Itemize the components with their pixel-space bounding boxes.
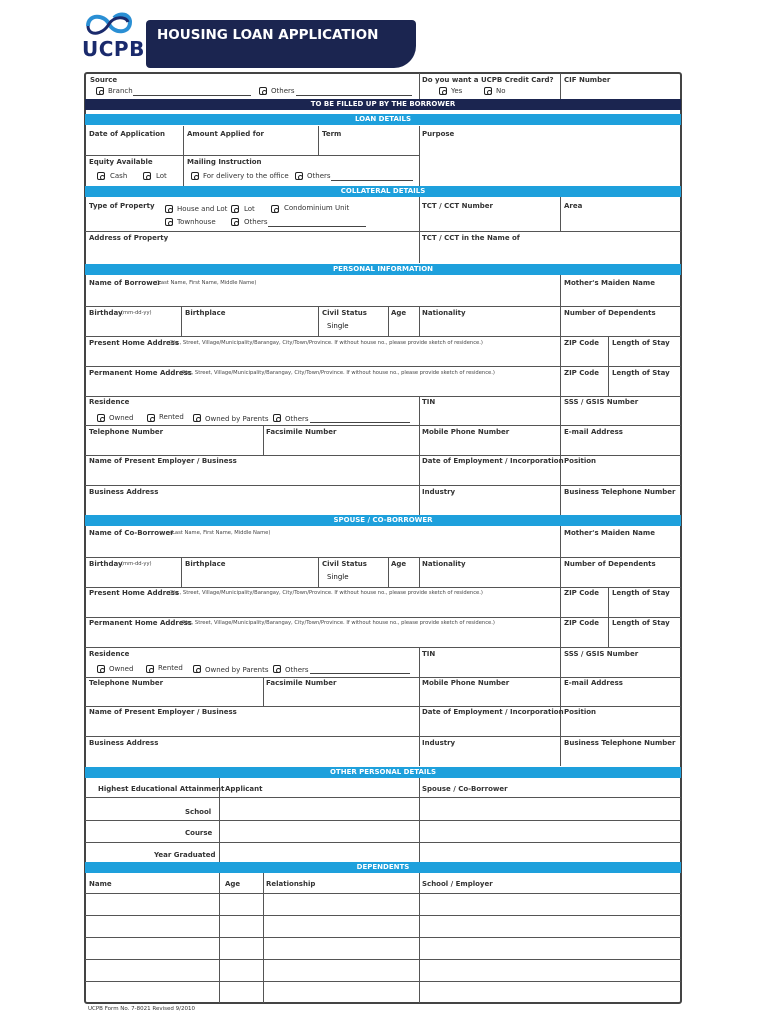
sp-civil-value[interactable]: Single (327, 573, 349, 581)
cif-label: CIF Number (564, 76, 611, 84)
term-label: Term (322, 130, 342, 138)
sp-birthday-label: Birthday (89, 560, 123, 568)
branch-input[interactable] (133, 95, 251, 96)
credit-yes-label: Yes (451, 87, 463, 95)
mailing-others-checkbox[interactable] (295, 172, 303, 180)
sp-civil-label: Civil Status (322, 560, 367, 568)
birthplace-label: Birthplace (185, 309, 226, 317)
sp-employment-date-label: Date of Employment / Incorporation (422, 708, 564, 716)
sp-others-checkbox[interactable] (273, 665, 281, 673)
present-stay-label: Length of Stay (612, 339, 670, 347)
tct-label: TCT / CCT Number (422, 202, 493, 210)
sp-permanent-zip-label: ZIP Code (564, 619, 599, 627)
credit-no-label: No (496, 87, 506, 95)
sp-permanent-label: Permanent Home Address (89, 619, 192, 627)
sp-rented-checkbox[interactable] (146, 665, 154, 673)
property-address-label: Address of Property (89, 234, 169, 242)
sp-present-stay-label: Length of Stay (612, 589, 670, 597)
sp-business-tel-label: Business Telephone Number (564, 739, 676, 747)
industry-label: Industry (422, 488, 456, 496)
sp-nationality-label: Nationality (422, 560, 466, 568)
property-type-label: Type of Property (89, 202, 155, 210)
delivery-label: For delivery to the office (203, 172, 289, 180)
date-application-label: Date of Application (89, 130, 166, 138)
branch-label: Branch (108, 87, 133, 95)
source-others-label: Others (271, 87, 295, 95)
sp-owned-label: Owned (109, 665, 134, 673)
nationality-label: Nationality (422, 309, 466, 317)
cash-checkbox[interactable] (97, 172, 105, 180)
civil-status-value[interactable]: Single (327, 322, 349, 330)
purpose-label: Purpose (422, 130, 455, 138)
collateral-title: COLLATERAL DETAILS (340, 187, 426, 195)
business-tel-label: Business Telephone Number (564, 488, 676, 496)
sp-present-label: Present Home Address (89, 589, 180, 597)
sp-birthplace-label: Birthplace (185, 560, 226, 568)
fax-label: Facsimile Number (266, 428, 337, 436)
cash-label: Cash (110, 172, 128, 180)
mailing-others-input[interactable] (331, 180, 413, 181)
sp-others-label: Others (285, 666, 309, 674)
property-lot-checkbox[interactable] (231, 205, 239, 213)
sp-permanent-hint: (No., Street, Village/Municipality/Barangay, City/Town/Province. If without house no., please provide sketch of residence.) (181, 620, 495, 626)
dependents-title: DEPENDENTS (356, 863, 410, 871)
res-owned-checkbox[interactable] (97, 414, 105, 422)
res-parents-checkbox[interactable] (193, 414, 201, 422)
sp-employer-label: Name of Present Employer / Business (89, 708, 237, 716)
sp-business-address-label: Business Address (89, 739, 159, 747)
sp-dependents-label: Number of Dependents (564, 560, 656, 568)
dep-name-header: Name (89, 880, 112, 888)
residence-label: Residence (89, 398, 130, 406)
sp-email-label: E-mail Address (564, 679, 623, 687)
permanent-address-label: Permanent Home Address (89, 369, 192, 377)
townhouse-checkbox[interactable] (165, 218, 173, 226)
source-label: Source (90, 76, 118, 84)
permanent-zip-label: ZIP Code (564, 369, 599, 377)
res-parents-label: Owned by Parents (205, 415, 269, 423)
dep-school-header: School / Employer (422, 880, 493, 888)
mobile-label: Mobile Phone Number (422, 428, 510, 436)
sp-owned-checkbox[interactable] (97, 665, 105, 673)
sp-sss-label: SSS / GSIS Number (564, 650, 639, 658)
condo-checkbox[interactable] (271, 205, 279, 213)
edu-spouse-label: Spouse / Co-Borrower (422, 785, 508, 793)
sp-maiden-label: Mother's Maiden Name (564, 529, 655, 537)
email-label: E-mail Address (564, 428, 623, 436)
present-address-hint: (No., Street, Village/Municipality/Barangay, City/Town/Province. If without house no., please provide sketch of residence.) (169, 340, 483, 346)
coborrower-name-hint: (Last Name, First Name, Middle Name) (170, 530, 271, 536)
sp-others-input[interactable] (310, 673, 410, 674)
spouse-title: SPOUSE / CO-BORROWER (333, 516, 433, 524)
area-label: Area (564, 202, 583, 210)
sp-present-zip-label: ZIP Code (564, 589, 599, 597)
property-lot-label: Lot (244, 205, 255, 213)
permanent-address-hint: (No., Street, Village/Municipality/Barangay, City/Town/Province. If without house no., please provide sketch of residence.) (181, 370, 495, 376)
sp-position-label: Position (564, 708, 597, 716)
sp-rented-label: Rented (158, 664, 183, 672)
edu-school-label: School (185, 808, 212, 816)
source-others-checkbox[interactable] (259, 87, 267, 95)
sp-parents-checkbox[interactable] (193, 665, 201, 673)
sp-birthday-hint: (mm-dd-yy) (121, 561, 152, 567)
house-lot-label: House and Lot (177, 205, 228, 213)
birthday-hint: (mm-dd-yy) (121, 310, 152, 316)
position-label: Position (564, 457, 597, 465)
sp-tin-label: TIN (422, 650, 436, 658)
equity-label: Equity Available (89, 158, 153, 166)
birthday-label: Birthday (89, 309, 123, 317)
borrower-name-hint: (Last Name, First Name, Middle Name) (156, 280, 257, 286)
property-others-checkbox[interactable] (231, 218, 239, 226)
equity-lot-checkbox[interactable] (143, 172, 151, 180)
employment-date-label: Date of Employment / Incorporation (422, 457, 564, 465)
branch-checkbox[interactable] (96, 87, 104, 95)
sp-residence-label: Residence (89, 650, 130, 658)
res-others-input[interactable] (310, 422, 410, 423)
edu-course-label: Course (185, 829, 213, 837)
sp-age-label: Age (391, 560, 407, 568)
loan-details-title: LOAN DETAILS (354, 115, 412, 123)
age-label: Age (391, 309, 407, 317)
sp-telephone-label: Telephone Number (89, 679, 164, 687)
house-lot-checkbox[interactable] (165, 205, 173, 213)
other-title: OTHER PERSONAL DETAILS (329, 768, 436, 776)
res-owned-label: Owned (109, 414, 134, 422)
permanent-stay-label: Length of Stay (612, 369, 670, 377)
equity-lot-label: Lot (156, 172, 167, 180)
credit-no-checkbox[interactable] (484, 87, 492, 95)
sp-present-hint: (No., Street, Village/Municipality/Barangay, City/Town/Province. If without house no., please provide sketch of residence.) (169, 590, 483, 596)
res-others-checkbox[interactable] (273, 414, 281, 422)
education-label: Highest Educational Attainment (98, 785, 225, 793)
edu-year-label: Year Graduated (154, 851, 216, 859)
tin-label: TIN (422, 398, 436, 406)
dependents-count-label: Number of Dependents (564, 309, 656, 317)
maiden-name-label: Mother's Maiden Name (564, 279, 655, 287)
present-zip-label: ZIP Code (564, 339, 599, 347)
property-others-input[interactable] (268, 226, 366, 227)
civil-status-label: Civil Status (322, 309, 367, 317)
form-footer: UCPB Form No. 7-8021 Revised 9/2010 (88, 1006, 195, 1012)
sp-mobile-label: Mobile Phone Number (422, 679, 510, 687)
res-others-label: Others (285, 415, 309, 423)
personal-title: PERSONAL INFORMATION (332, 265, 434, 273)
townhouse-label: Townhouse (177, 218, 216, 226)
res-rented-checkbox[interactable] (147, 414, 155, 422)
ucpb-logo-icon (82, 10, 136, 38)
employer-label: Name of Present Employer / Business (89, 457, 237, 465)
tct-name-label: TCT / CCT in the Name of (422, 234, 520, 242)
logo-wordmark: UCPB (82, 37, 145, 61)
sp-industry-label: Industry (422, 739, 456, 747)
sp-permanent-stay-label: Length of Stay (612, 619, 670, 627)
present-address-label: Present Home Address (89, 339, 180, 347)
amount-label: Amount Applied for (187, 130, 265, 138)
borrower-banner-text: TO BE FILLED UP BY THE BORROWER (310, 100, 456, 108)
sp-fax-label: Facsimile Number (266, 679, 337, 687)
dep-relationship-header: Relationship (266, 880, 316, 888)
telephone-label: Telephone Number (89, 428, 164, 436)
borrower-name-label: Name of Borrower (89, 279, 161, 287)
delivery-checkbox[interactable] (191, 172, 199, 180)
sss-label: SSS / GSIS Number (564, 398, 639, 406)
dep-age-header: Age (225, 880, 241, 888)
business-address-label: Business Address (89, 488, 159, 496)
res-rented-label: Rented (159, 413, 184, 421)
edu-applicant-label: Applicant (225, 785, 263, 793)
page-title: HOUSING LOAN APPLICATION (157, 27, 379, 43)
coborrower-name-label: Name of Co-Borrower (89, 529, 174, 537)
mailing-label: Mailing Instruction (187, 158, 262, 166)
sp-parents-label: Owned by Parents (205, 666, 269, 674)
mailing-others-label: Others (307, 172, 331, 180)
condo-label: Condominium Unit (284, 204, 350, 212)
credit-card-question: Do you want a UCPB Credit Card? (422, 76, 554, 84)
credit-yes-checkbox[interactable] (439, 87, 447, 95)
property-others-label: Others (244, 218, 268, 226)
source-others-input[interactable] (296, 95, 412, 96)
